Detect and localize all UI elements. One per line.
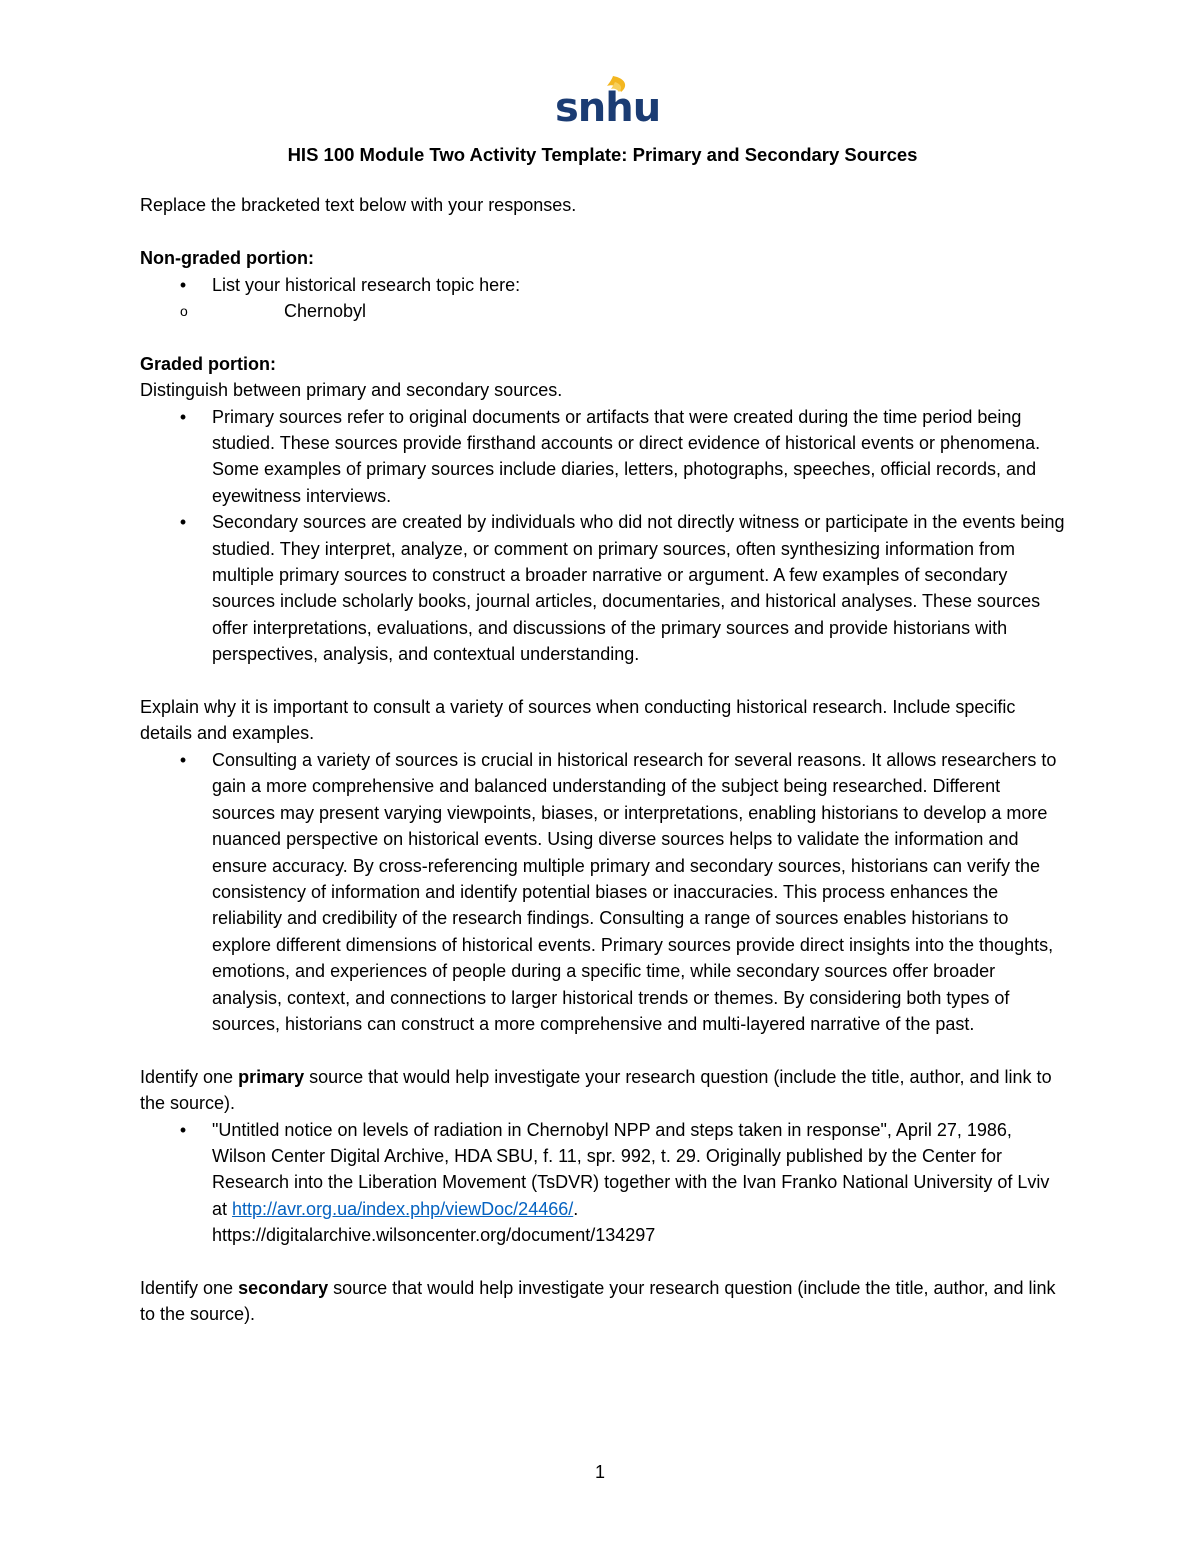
primary-source-url: https://digitalarchive.wilsoncenter.org/document/134297 [212, 1225, 656, 1246]
bullet-icon: • [179, 749, 187, 770]
list-item [140, 404, 1065, 510]
list-item [140, 1117, 1065, 1249]
sub-bullet-icon: o [180, 303, 188, 320]
graded-heading: Graded portion: [140, 353, 276, 374]
primary-source-prompt: Identify one primary source that would help investigate your research question (include the title, author, and link to the source). [140, 1066, 1052, 1114]
snhu-logo [555, 74, 661, 132]
graded-prompt: Distinguish between primary and secondary sources. [140, 380, 563, 401]
primary-source-link[interactable]: http://avr.org.ua/index.php/viewDoc/24466/ [232, 1198, 574, 1219]
logo-text: snhu [555, 85, 661, 131]
non-graded-list [140, 272, 1065, 325]
bullet-icon: • [179, 512, 187, 533]
list-item [140, 509, 1065, 667]
variety-list [140, 747, 1065, 1037]
page-number: 1 [594, 1462, 605, 1482]
intro-text: Replace the bracketed text below with your responses. [140, 195, 577, 216]
topic-value: Chernobyl [284, 301, 367, 322]
variety-answer: Consulting a variety of sources is crucial in historical research for several reasons. It allows researchers to gain a more comprehensive and balanced understanding of the subject being researched. Different sources may present varying viewpoints, biases, or interpretations, enabling historians to develop a more nuanced perspective on historical events. Using diverse sources helps to validate the information and ensure accuracy. By cross-referencing multiple primary and secondary sources, historians can verify the consistency of information and identify potential biases or inaccuracies. This process enhances the reliability and credibility of the research findings. Consulting a range of sources enables historians to explore different dimensions of historical events. Primary sources provide direct insights into the thoughts, emotions, and experiences of people during a specific time, while secondary sources offer broader analysis, context, and connections to larger historical trends or themes. By considering both types of sources, historians can construct a more comprehensive and multi-layered narrative of the past. [212, 749, 1057, 1034]
primary-source-list [140, 1117, 1065, 1249]
topic-sublist [140, 298, 1065, 324]
bullet-icon: • [179, 406, 187, 427]
bullet-icon: • [179, 1119, 187, 1140]
variety-prompt: Explain why it is important to consult a variety of sources when conducting historical research. Include specific details and examples. [140, 697, 1016, 744]
list-item [140, 298, 1065, 324]
primary-source-citation: "Untitled notice on levels of radiation in Chernobyl NPP and steps taken in response", April 27, 1986, Wilson Center Digital Archive, HDA SBU, f. 11, spr. 992, t. 29. Originally published by the Center for Research into the Liberation Movement (TsDVR) together with the Ivan Franko National University of Lviv at http://avr.org.ua/index.php/viewDoc/24466/. https://digitalarchive.wilsoncenter.org/document/134297 [212, 1119, 1050, 1246]
bullet-icon: • [179, 274, 187, 295]
graded-list [140, 404, 1065, 668]
secondary-source-prompt: Identify one secondary source that would help investigate your research question (include the title, author, and link to the source). [140, 1277, 1056, 1325]
non-graded-heading: Non-graded portion: [140, 248, 314, 269]
list-item [140, 272, 1065, 325]
primary-definition: Primary sources refer to original documents or artifacts that were created during the time period being studied. These sources provide firsthand accounts or direct evidence of historical events or phenomena. Some examples of primary sources include diaries, letters, photographs, speeches, official records, and eyewitness interviews. [212, 406, 1041, 506]
document-title: HIS 100 Module Two Activity Template: Primary and Secondary Sources [287, 144, 918, 165]
topic-prompt: List your historical research topic here: [212, 274, 521, 295]
secondary-definition: Secondary sources are created by individuals who did not directly witness or participate in the events being studied. They interpret, analyze, or comment on primary sources, often synthesizing information from multiple primary sources to construct a broader narrative or argument. A few examples of secondary sources include scholarly books, journal articles, documentaries, and historical analyses. These sources offer interpretations, evaluations, and discussions of the primary sources and provide historians with perspectives, analysis, and contextual understanding. [212, 512, 1065, 665]
document-body [140, 142, 1065, 1328]
list-item [140, 747, 1065, 1037]
